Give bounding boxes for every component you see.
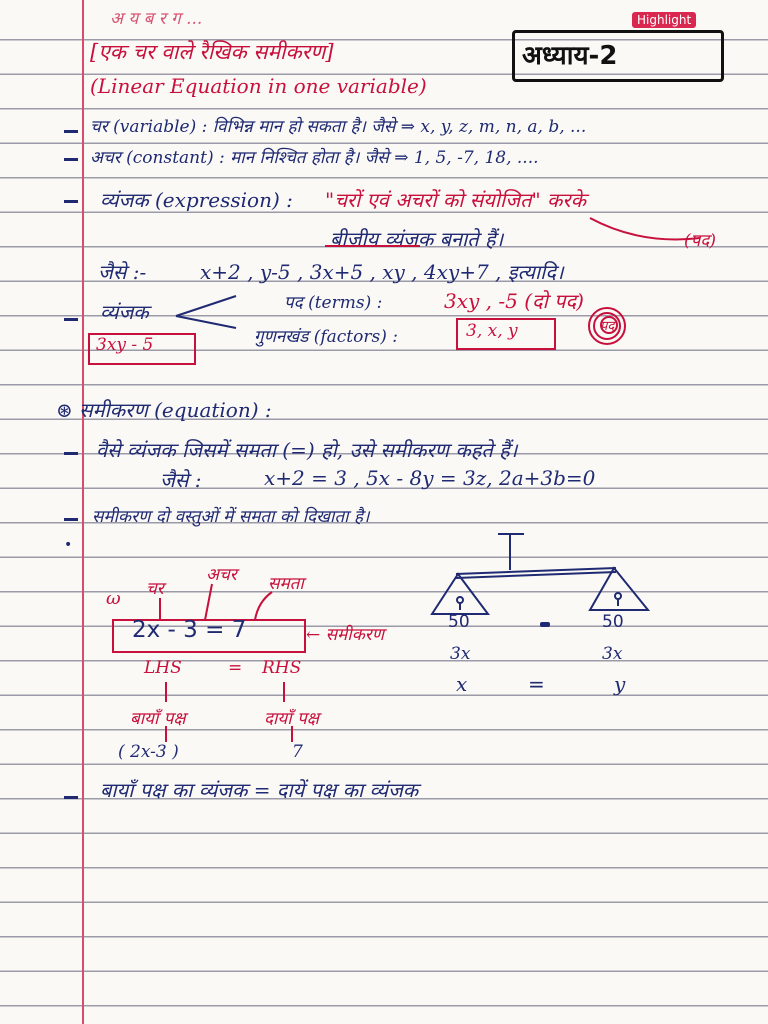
expression-note: (पद) — [684, 231, 716, 251]
top-strip-text: अ य ब र ग ... — [110, 9, 203, 29]
branch-arrows — [176, 296, 236, 328]
vyanjak-box-text: 3xy - 5 — [96, 335, 154, 355]
bullet-dot: • — [64, 537, 73, 553]
scale-left-weight: 50 — [448, 612, 470, 632]
label-arrows — [160, 584, 292, 742]
lhs-label: LHS — [144, 658, 182, 678]
heading-hindi: [एक चर वाले रैखिक समीकरण] — [90, 40, 334, 64]
examples-list: x+2 , y-5 , 3x+5 , xy , 4xy+7 , इत्यादि। — [200, 260, 564, 284]
fulcrum-mark — [540, 622, 550, 627]
equation-definition: वैसे व्यंजक जिसमें समता (=) हो, उसे समीकरण कहते हैं। — [96, 438, 518, 462]
equation-box-label: ← समीकरण — [306, 625, 385, 645]
label-equality: समता — [268, 574, 304, 594]
expression-highlight: "चरों एवं अचरों को संयोजित" करके — [325, 188, 586, 212]
right-side-label: दायाँ पक्ष — [264, 709, 319, 729]
scale-y: y — [614, 672, 626, 696]
scribble-text: पद — [600, 319, 615, 334]
terms-label: पद (terms) : — [284, 293, 383, 313]
final-line: बायाँ पक्ष का व्यंजक = दायें पक्ष का व्यंजक — [100, 778, 419, 802]
scribble-mark: ω — [106, 588, 121, 609]
chapter-title: अध्याय-2 — [522, 41, 618, 71]
variable-line: चर (variable) : विभिन्न मान हो सकता है। जैसे ⇒ x, y, z, m, n, a, b, ... — [90, 117, 587, 137]
label-constant: अचर — [206, 565, 237, 585]
expression-label: व्यंजक (expression) : — [100, 188, 293, 212]
scale-left-3x: 3x — [450, 644, 471, 664]
equation-box-text: 2x - 3 = 7 — [132, 617, 247, 643]
heading-english: (Linear Equation in one variable) — [90, 74, 427, 98]
lhs-rhs-equals: = — [228, 658, 243, 678]
rhs-label: RHS — [262, 658, 302, 678]
equation-equality: समीकरण दो वस्तुओं में समता को दिखाता है। — [92, 507, 370, 527]
vyanjak-label: व्यंजक — [100, 300, 149, 324]
factors-value: 3, x, y — [466, 321, 518, 341]
equation-examples-label: जैसे : — [160, 468, 202, 492]
terms-value: 3xy , -5 (दो पद) — [444, 289, 584, 313]
label-variable: चर — [146, 579, 164, 599]
scale-right-weight: 50 — [602, 612, 624, 632]
expression-def: बीजीय व्यंजक बनाते हैं। — [330, 227, 504, 251]
scale-x: x — [456, 672, 468, 696]
left-side-label: बायाँ पक्ष — [130, 709, 186, 729]
examples-label: जैसे :- — [98, 260, 147, 284]
right-side-value: 7 — [292, 742, 303, 762]
equation-examples: x+2 = 3 , 5x - 8y = 3z, 2a+3b=0 — [264, 466, 596, 490]
balance-scale — [432, 534, 648, 614]
scribble-circle — [589, 308, 625, 344]
constant-line: अचर (constant) : मान निश्चित होता है। जैसे ⇒ 1, 5, -7, 18, .... — [90, 148, 539, 168]
corner-badge: Highlight — [632, 12, 696, 28]
note-arrow — [590, 218, 700, 239]
scale-right-3x: 3x — [602, 644, 623, 664]
factors-label: गुणनखंड (factors) : — [254, 327, 398, 347]
left-side-value: ( 2x-3 ) — [118, 742, 179, 762]
scale-equals: = — [528, 672, 545, 696]
equation-title: ⊛ समीकरण (equation) : — [56, 398, 272, 422]
